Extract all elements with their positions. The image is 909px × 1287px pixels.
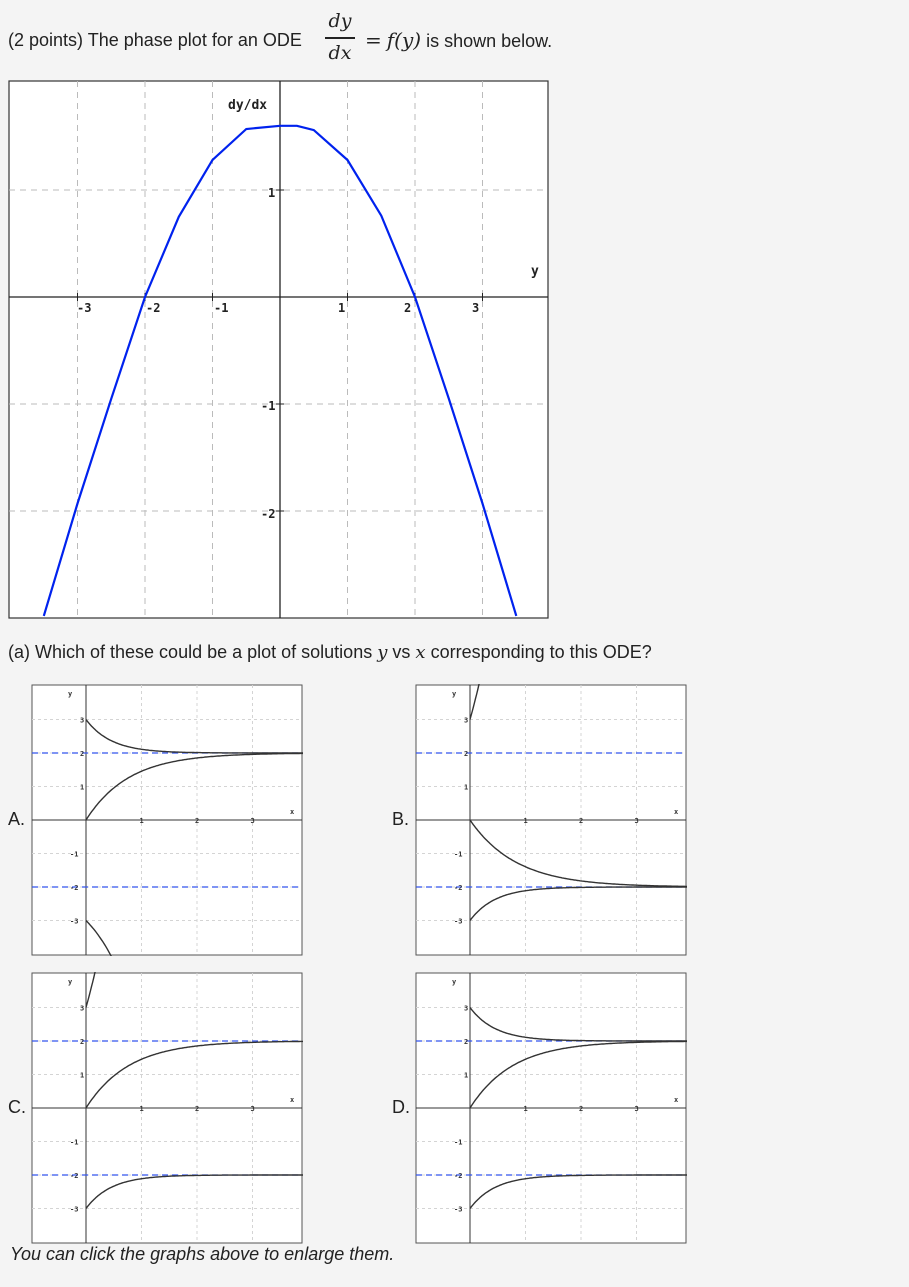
option-a-x-tick-1: 1: [139, 817, 144, 825]
option-c-y-tick-1: 1: [80, 1071, 85, 1080]
option-b-x-tick-1: 1: [523, 817, 528, 825]
phase-plot[interactable]: [8, 80, 550, 620]
option-b-y-tick-neg1: -1: [454, 850, 463, 859]
rhs-function: f(y): [386, 28, 422, 52]
x-tick-neg2: -2: [146, 301, 161, 315]
phase-plot-xlabel: y: [531, 264, 539, 279]
part-a-vs: vs: [392, 642, 411, 662]
option-d-xlabel: x: [674, 1096, 679, 1104]
option-c-y-tick-neg1: -1: [70, 1138, 79, 1147]
option-d-graph[interactable]: [415, 972, 687, 1244]
y-tick-1: 1: [268, 186, 276, 200]
option-b-ylabel: y: [452, 690, 457, 698]
option-a-y-tick-neg2: -2: [70, 884, 79, 892]
option-a-ylabel: y: [68, 690, 73, 698]
option-a-y-tick-neg1: -1: [70, 850, 79, 859]
part-a-prefix: (a) Which of these could be a plot of solutions: [8, 642, 373, 662]
option-b-y-tick-neg3: -3: [454, 917, 463, 926]
option-d-label: D.: [392, 1097, 410, 1117]
question-intro: The phase plot for an ODE: [87, 30, 302, 50]
option-c-y-tick-2: 2: [80, 1038, 85, 1046]
footer-note: You can click the graphs above to enlarge them.: [10, 1244, 395, 1264]
option-c-y-tick-3: 3: [80, 1004, 85, 1013]
option-c-y-tick-neg3: -3: [70, 1205, 79, 1214]
option-d-y-tick-neg3: -3: [454, 1205, 463, 1214]
option-b-x-tick-2: 2: [579, 817, 584, 825]
option-a-y-tick-2: 2: [80, 750, 85, 758]
option-c-ylabel: y: [68, 978, 73, 986]
option-c-graph[interactable]: [31, 972, 303, 1244]
x-tick-neg3: -3: [77, 301, 92, 315]
option-b-y-tick-neg2: -2: [454, 884, 463, 892]
option-b-label: B.: [392, 809, 410, 829]
part-a-x: x: [415, 642, 426, 663]
option-a-y-tick-neg3: -3: [70, 917, 79, 926]
option-b-y-tick-2: 2: [464, 750, 469, 758]
question-text: [8, 30, 302, 51]
part-a-question: [8, 642, 652, 663]
y-tick-neg2: -2: [261, 507, 276, 521]
option-b-y-tick-3: 3: [464, 716, 469, 725]
part-a-y: y: [377, 642, 388, 663]
option-c-xlabel: x: [290, 1096, 295, 1104]
fraction-denominator: dx: [328, 42, 352, 64]
option-a-y-tick-3: 3: [80, 716, 85, 725]
option-a-label: A.: [8, 809, 26, 829]
phase-plot-ylabel: dy/dx: [228, 98, 268, 113]
option-c-x-tick-1: 1: [139, 1105, 144, 1113]
option-d-ylabel: y: [452, 978, 457, 986]
phase-plot-frame: [9, 81, 548, 618]
x-tick-neg1: -1: [214, 301, 229, 315]
option-d-y-tick-neg2: -2: [454, 1172, 463, 1180]
question-rhs: [365, 28, 552, 52]
fraction-bar: [325, 37, 355, 39]
x-tick-2: 2: [404, 301, 412, 315]
option-d-y-tick-1: 1: [464, 1071, 469, 1080]
x-tick-1: 1: [338, 301, 346, 315]
option-d-x-tick-2: 2: [579, 1105, 584, 1113]
rhs-tail: is shown below.: [426, 31, 553, 51]
option-b-xlabel: x: [674, 808, 679, 816]
option-a-graph[interactable]: [31, 684, 303, 956]
part-a-suffix: corresponding to this ODE?: [430, 642, 652, 662]
y-tick-neg1: -1: [261, 399, 276, 413]
option-c-y-tick-neg2: -2: [70, 1172, 79, 1180]
option-a-x-tick-3: 3: [250, 817, 255, 825]
option-a-xlabel: x: [290, 808, 295, 816]
question-points: (2 points): [8, 30, 84, 50]
option-d-y-tick-2: 2: [464, 1038, 469, 1046]
option-b-graph[interactable]: [415, 684, 687, 956]
x-tick-3: 3: [472, 301, 480, 315]
equals-sign: =: [365, 28, 382, 52]
option-a-x-tick-2: 2: [195, 817, 200, 825]
option-d-y-tick-3: 3: [464, 1004, 469, 1013]
option-c-label: C.: [8, 1097, 26, 1117]
option-d-y-tick-neg1: -1: [454, 1138, 463, 1147]
option-c-x-tick-2: 2: [195, 1105, 200, 1113]
option-a-y-tick-1: 1: [80, 783, 85, 792]
option-d-x-tick-1: 1: [523, 1105, 528, 1113]
option-b-y-tick-1: 1: [464, 783, 469, 792]
option-d-x-tick-3: 3: [634, 1105, 639, 1113]
option-c-x-tick-3: 3: [250, 1105, 255, 1113]
option-b-x-tick-3: 3: [634, 817, 639, 825]
fraction-numerator: dy: [328, 10, 352, 32]
